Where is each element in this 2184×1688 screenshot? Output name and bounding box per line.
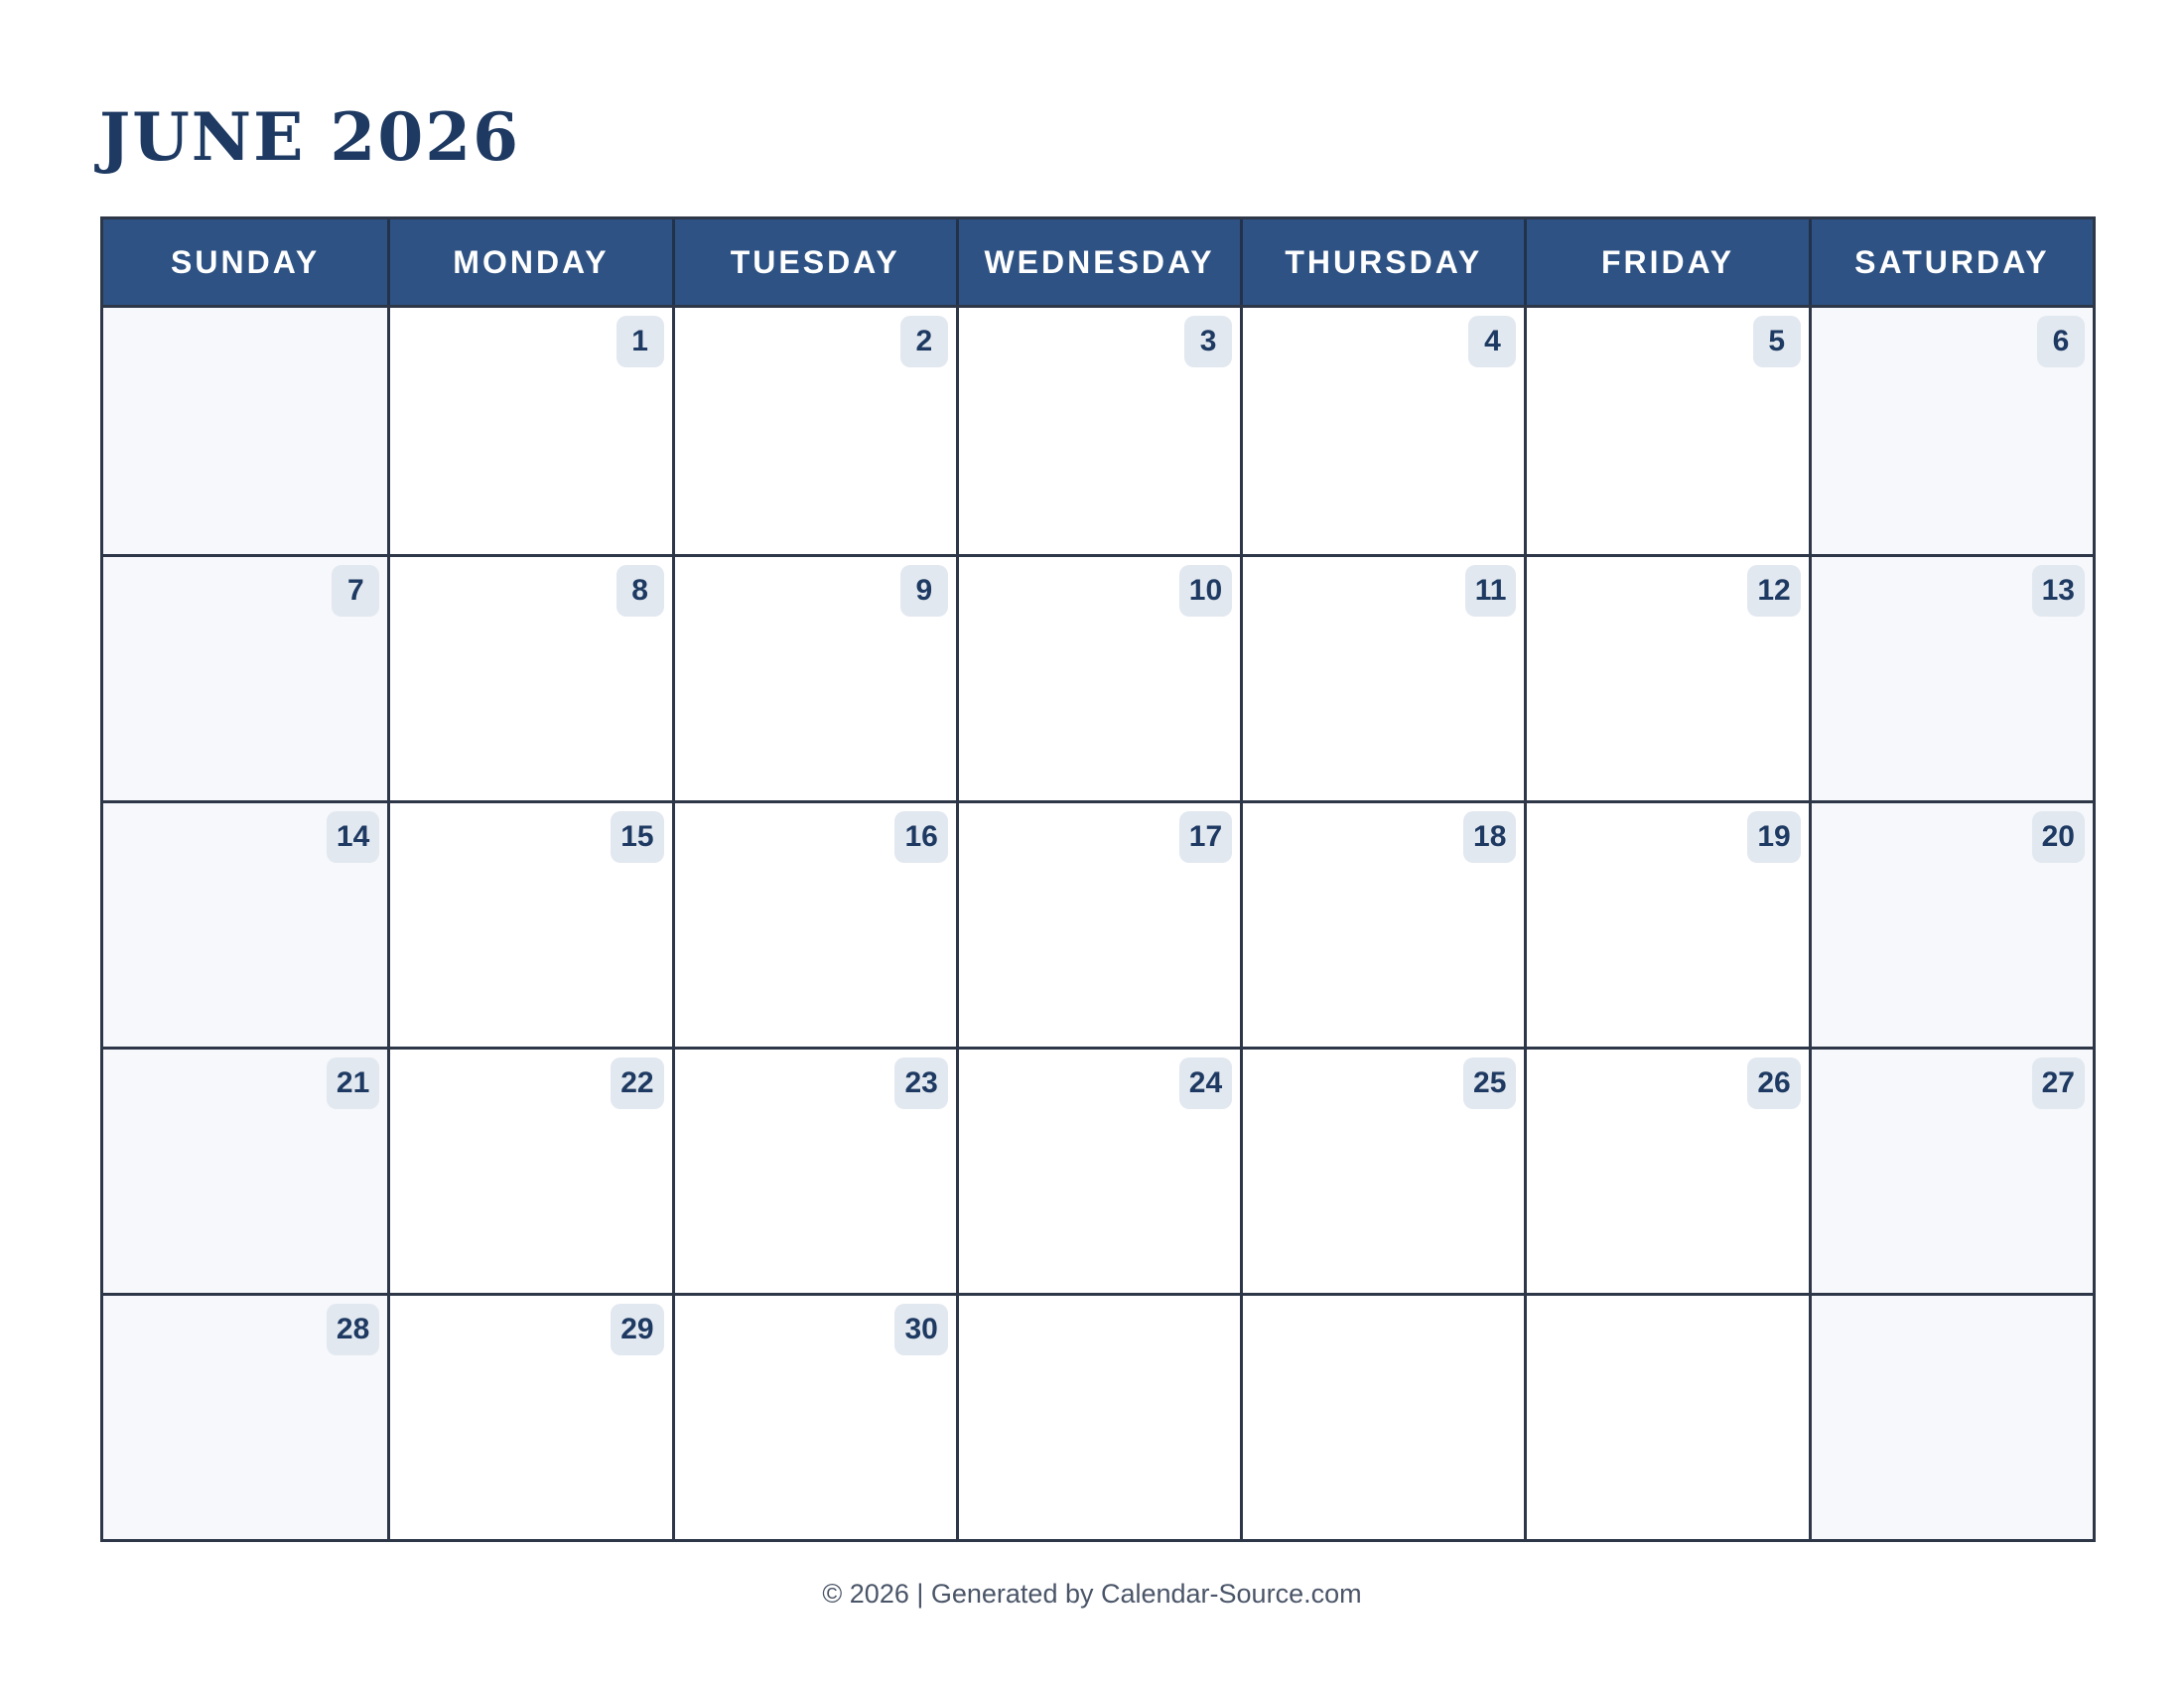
weekday-header-tuesday: TUESDAY <box>672 219 956 305</box>
day-cell <box>956 800 1240 1047</box>
day-number-badge: 17 <box>1179 811 1232 863</box>
day-cell <box>1240 800 1524 1047</box>
day-cell <box>1240 1047 1524 1293</box>
day-cell <box>672 1293 956 1539</box>
day-number-badge: 25 <box>1463 1057 1516 1109</box>
day-cell <box>1524 308 1808 554</box>
day-number-badge: 24 <box>1179 1057 1232 1109</box>
day-cell <box>103 1047 387 1293</box>
day-cell <box>956 1047 1240 1293</box>
empty-day-cell <box>1809 1293 2093 1539</box>
day-cell <box>387 1047 671 1293</box>
day-cell <box>387 554 671 800</box>
day-number-badge: 6 <box>2037 316 2085 367</box>
day-number-badge: 10 <box>1179 565 1232 617</box>
day-number-badge: 20 <box>2032 811 2085 863</box>
day-number-badge: 4 <box>1468 316 1516 367</box>
day-cell <box>1240 308 1524 554</box>
day-number-badge: 30 <box>894 1304 947 1355</box>
weekday-header-saturday: SATURDAY <box>1809 219 2093 305</box>
day-number-badge: 11 <box>1465 565 1517 617</box>
weekday-header-monday: MONDAY <box>387 219 671 305</box>
empty-day-cell <box>956 1293 1240 1539</box>
day-number-badge: 13 <box>2032 565 2085 617</box>
day-number-badge: 28 <box>327 1304 379 1355</box>
day-number-badge: 1 <box>616 316 664 367</box>
footer-credit: © 2026 | Generated by Calendar-Source.com <box>822 1579 1362 1609</box>
day-number-badge: 21 <box>327 1057 379 1109</box>
empty-day-cell <box>1524 1293 1808 1539</box>
weekday-header-sunday: SUNDAY <box>171 243 321 280</box>
day-number-badge: 3 <box>1184 316 1232 367</box>
weekday-header-row <box>103 219 2093 305</box>
day-number-badge: 19 <box>1747 811 1800 863</box>
month-calendar <box>100 216 2096 1542</box>
day-cell <box>672 800 956 1047</box>
day-cell <box>387 800 671 1047</box>
day-number-badge: 9 <box>900 565 948 617</box>
day-cell <box>1524 800 1808 1047</box>
day-cell <box>672 1047 956 1293</box>
day-number-badge: 22 <box>611 1057 663 1109</box>
day-cell <box>672 554 956 800</box>
day-number-badge: 27 <box>2032 1057 2085 1109</box>
day-number-badge: 14 <box>327 811 379 863</box>
day-cell <box>103 800 387 1047</box>
day-cell <box>956 308 1240 554</box>
day-cell <box>1240 554 1524 800</box>
day-number-badge: 7 <box>332 565 379 617</box>
day-cell <box>672 308 956 554</box>
day-cell <box>956 554 1240 800</box>
day-cell <box>103 554 387 800</box>
day-cell <box>387 1293 671 1539</box>
day-cell <box>1524 1047 1808 1293</box>
day-cell <box>1809 800 2093 1047</box>
day-cell <box>1524 554 1808 800</box>
empty-day-cell <box>1240 1293 1524 1539</box>
day-number-badge: 18 <box>1463 811 1516 863</box>
day-grid <box>103 305 2093 1539</box>
weekday-header-wednesday: WEDNESDAY <box>956 219 1240 305</box>
page-title: JUNE 2026 <box>99 98 521 176</box>
day-cell <box>387 308 671 554</box>
day-number-badge: 2 <box>900 316 948 367</box>
day-number-badge: 26 <box>1747 1057 1800 1109</box>
day-cell <box>1809 1047 2093 1293</box>
day-number-badge: 23 <box>894 1057 947 1109</box>
day-number-badge: 29 <box>611 1304 663 1355</box>
weekday-header-thursday: THURSDAY <box>1240 219 1524 305</box>
empty-day-cell <box>103 308 387 554</box>
day-cell <box>1809 554 2093 800</box>
day-number-badge: 16 <box>894 811 947 863</box>
day-number-badge: 12 <box>1747 565 1800 617</box>
day-number-badge: 5 <box>1753 316 1801 367</box>
day-cell <box>103 1293 387 1539</box>
day-number-badge: 15 <box>611 811 663 863</box>
day-number-badge: 8 <box>616 565 664 617</box>
day-cell <box>1809 308 2093 554</box>
weekday-header-friday: FRIDAY <box>1524 219 1808 305</box>
